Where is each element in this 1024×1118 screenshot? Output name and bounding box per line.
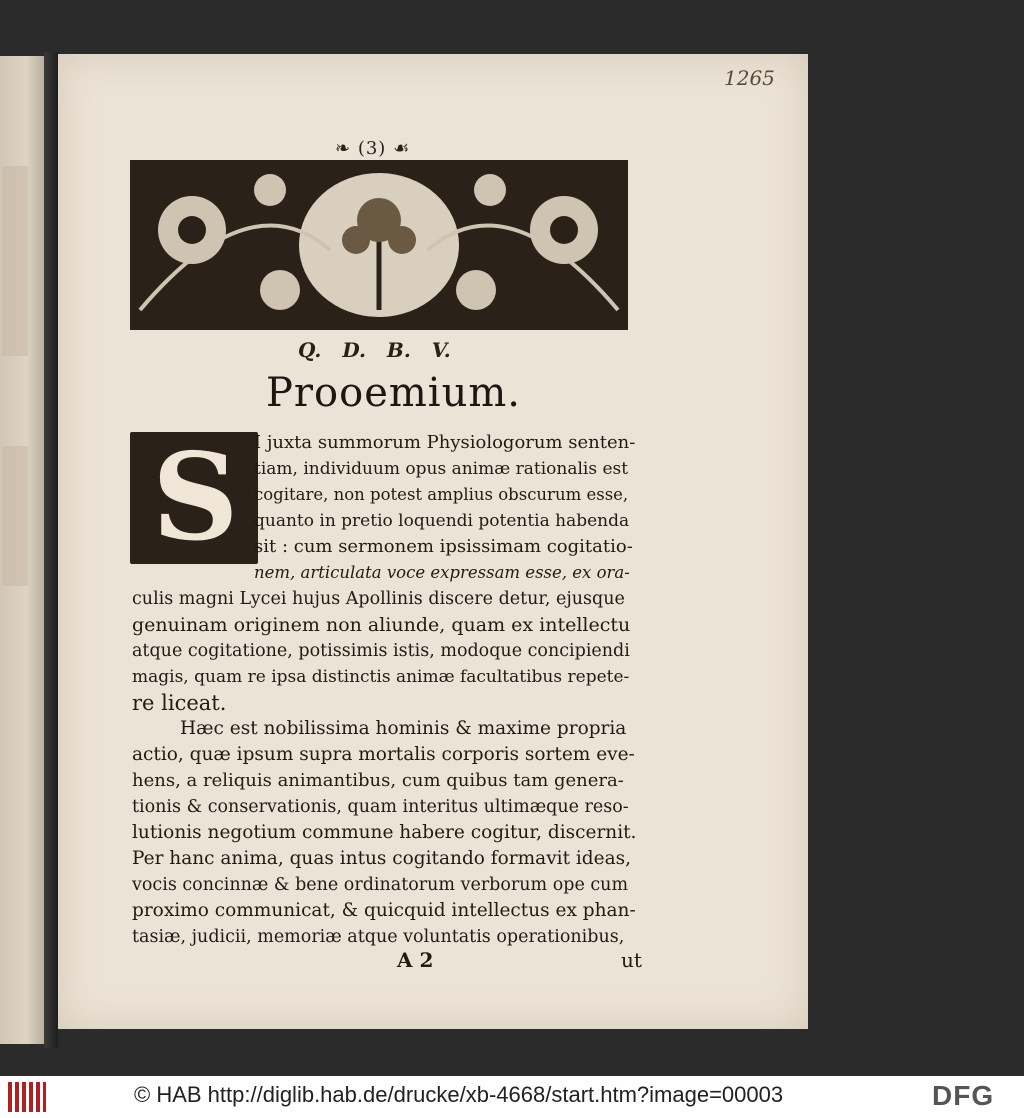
text-line: sit : cum sermonem ipsissimam cogitatio- <box>254 536 633 557</box>
ornamental-headpiece-image <box>130 160 628 330</box>
text-line: nem, articulata voce expressam esse, ex ora- <box>254 563 630 582</box>
text-line: atque cogitatione, potissimis istis, modoque concipiendi <box>132 641 630 661</box>
dfg-logo: DFG <box>932 1080 995 1111</box>
page-number <box>335 138 410 159</box>
text-line: hens, a reliquis animantibus, cum quibus tam genera- <box>132 770 624 791</box>
left-page-ornament-bleed <box>2 166 28 356</box>
book-page <box>58 54 808 1029</box>
text-line: Per hanc anima, quas intus cogitando formavit ideas, <box>132 848 631 869</box>
left-page-initial-bleed <box>2 446 28 586</box>
text-line: I juxta summorum Physiologorum senten- <box>254 432 636 453</box>
decorated-initial <box>130 427 258 568</box>
text-line: lutionis negotium commune habere cogitur, discernit. <box>132 822 637 843</box>
catchword: ut <box>621 948 642 972</box>
footer-bar <box>0 1076 1024 1118</box>
footer-copyright-link[interactable]: © HAB http://diglib.hab.de/drucke/xb-4668/start.htm?image=00003 <box>134 1082 784 1107</box>
text-line: re liceat. <box>132 691 227 715</box>
signature-mark: A 2 <box>397 948 434 972</box>
text-line: genuinam originem non aliunde, quam ex intellectu <box>132 614 631 636</box>
left-page-edge <box>0 56 44 1044</box>
text-line: culis magni Lycei hujus Apollinis discere detur, ejusque <box>132 589 625 609</box>
text-line: quanto in pretio loquendi potentia habenda <box>254 511 630 531</box>
page-title: Prooemium. <box>266 370 521 416</box>
initial-letter: S <box>152 427 239 568</box>
heading-qdbv: Q. D. B. V. <box>298 338 451 362</box>
folio-number: 1265 <box>724 66 775 90</box>
text-line: magis, quam re ipsa distinctis animæ facultatibus repete- <box>132 667 630 687</box>
text-line: vocis concinnæ & bene ordinatorum verborum ope cum <box>132 875 629 895</box>
text-line: cogitare, non potest amplius obscurum esse, <box>254 485 629 504</box>
text-line: tionis & conservationis, quam interitus ultimæque reso- <box>132 797 629 817</box>
text-line: proximo communicat, & quicquid intellectus ex phan- <box>132 900 636 921</box>
book-gutter <box>44 52 58 1048</box>
ornament-left-icon: ❧ <box>335 138 352 159</box>
text-line: tiam, individuum opus animæ rationalis est <box>254 459 629 479</box>
hab-logo-icon <box>8 1082 46 1112</box>
text-line: Hæc est nobilissima hominis & maxime propria <box>180 718 627 739</box>
headpiece-svg <box>130 160 628 330</box>
text-line: actio, quæ ipsum supra mortalis corporis sortem eve- <box>132 744 635 765</box>
ornament-right-icon: ☙ <box>393 138 411 159</box>
text-line: tasiæ, judicii, memoriæ atque voluntatis operationibus, <box>132 927 625 947</box>
page-number-label: (3) <box>357 138 387 159</box>
